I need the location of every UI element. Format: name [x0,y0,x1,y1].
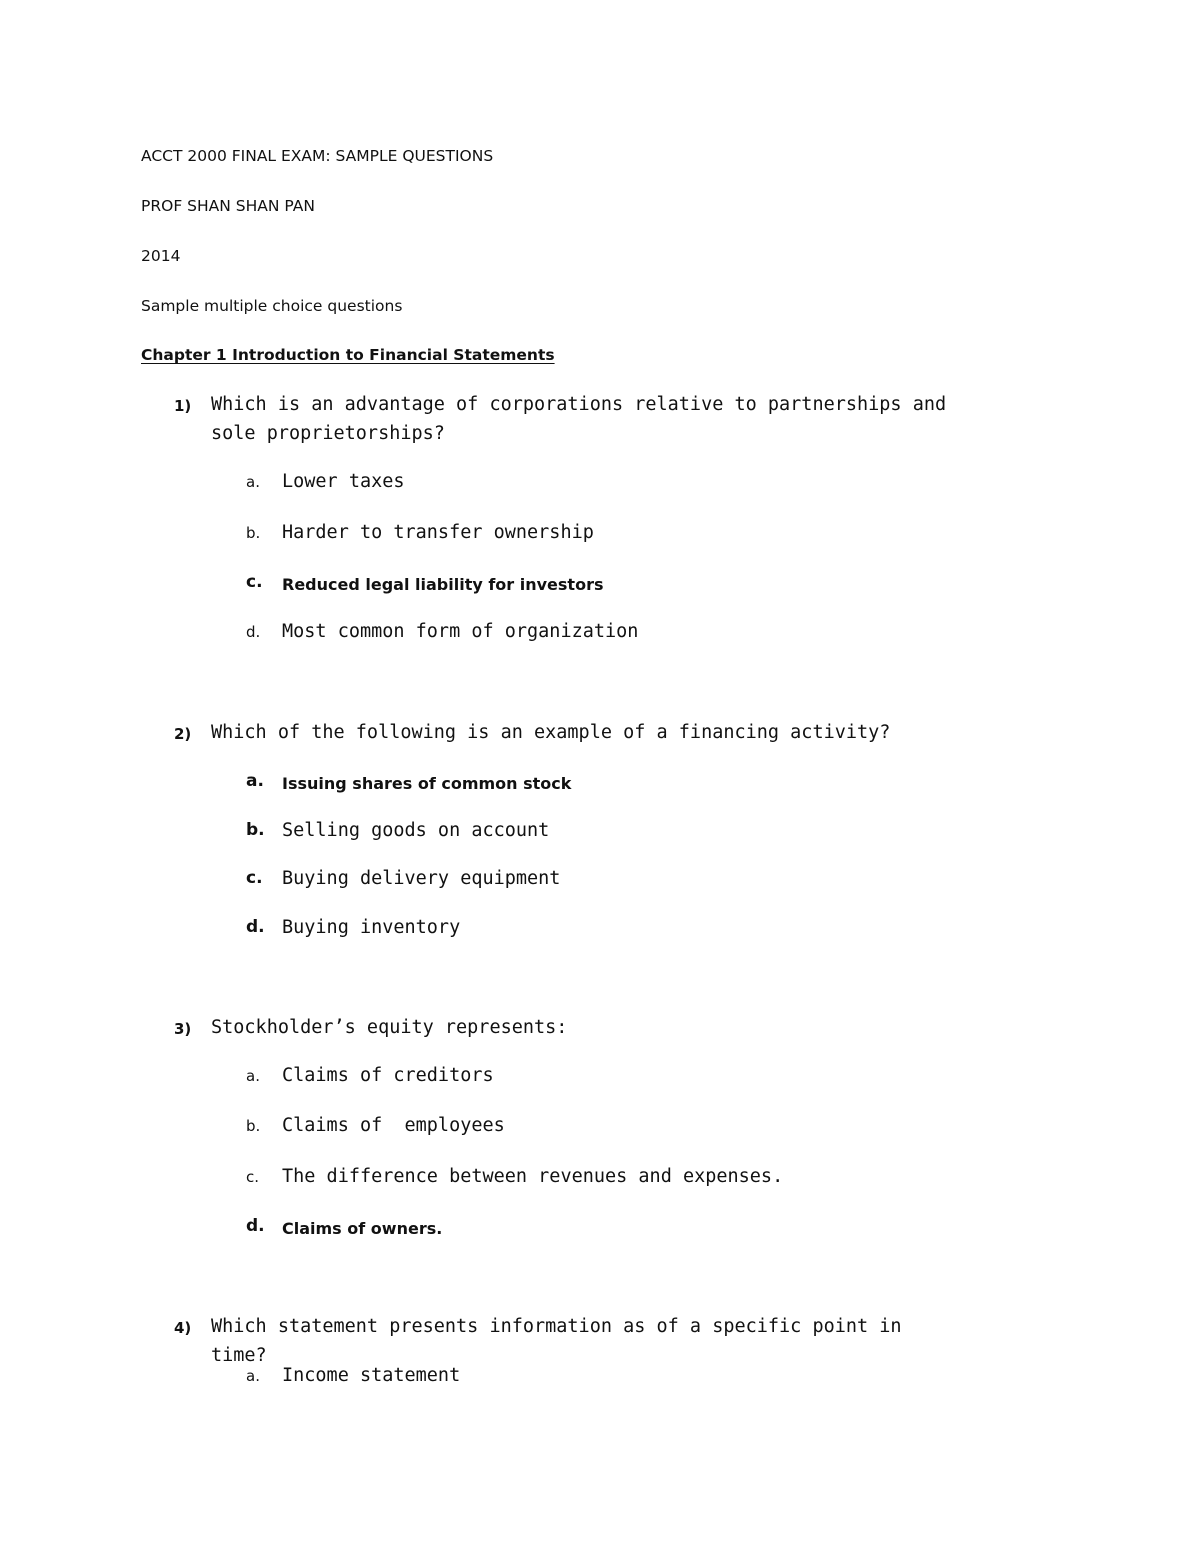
option-text: Buying delivery equipment [282,868,561,889]
option-text: Most common form of organization [282,621,639,642]
question-text: Which of the following is an example of a financing activity? [211,722,891,743]
option-text: Claims of creditors [282,1065,494,1086]
option-text: Selling goods on account [282,820,550,841]
option-text: Harder to transfer ownership [282,522,594,543]
option-letter: a. [246,771,264,791]
question-text: Which statement presents information as of a specific point in time? [211,1316,902,1366]
exam-title: ACCT 2000 FINAL EXAM: SAMPLE QUESTIONS [141,147,494,165]
option-letter: a. [246,1067,260,1085]
option-letter: b. [246,820,265,840]
section-subtitle: Sample multiple choice questions [141,297,403,315]
question-text: Stockholder’s equity represents: [211,1017,568,1038]
question-number: 3) [174,1020,192,1038]
option-text: Claims of owners. [282,1219,443,1238]
option-letter: c. [246,572,263,592]
option-letter: a. [246,473,260,491]
chapter-heading: Chapter 1 Introduction to Financial Statements [141,346,555,364]
option-text: Issuing shares of common stock [282,774,572,793]
option-text: Lower taxes [282,471,405,492]
question-text: Which is an advantage of corporations relative to partnerships and sole proprietorships? [211,394,947,444]
option-letter: a. [246,1367,260,1385]
option-letter: d. [246,1216,265,1236]
option-text: The difference between revenues and expenses. [282,1166,784,1187]
option-letter: c. [246,1168,260,1186]
option-text: Reduced legal liability for investors [282,575,604,594]
option-text: Claims of employees [282,1115,505,1136]
question-number: 4) [174,1319,192,1337]
option-text: Buying inventory [282,917,461,938]
option-text: Income statement [282,1365,461,1386]
question-number: 1) [174,397,192,415]
option-letter: b. [246,524,261,542]
question-number: 2) [174,725,192,743]
option-letter: d. [246,917,265,937]
exam-year: 2014 [141,247,181,265]
option-letter: b. [246,1117,261,1135]
option-letter: d. [246,623,261,641]
option-letter: c. [246,868,263,888]
professor-name: PROF SHAN SHAN PAN [141,197,315,215]
